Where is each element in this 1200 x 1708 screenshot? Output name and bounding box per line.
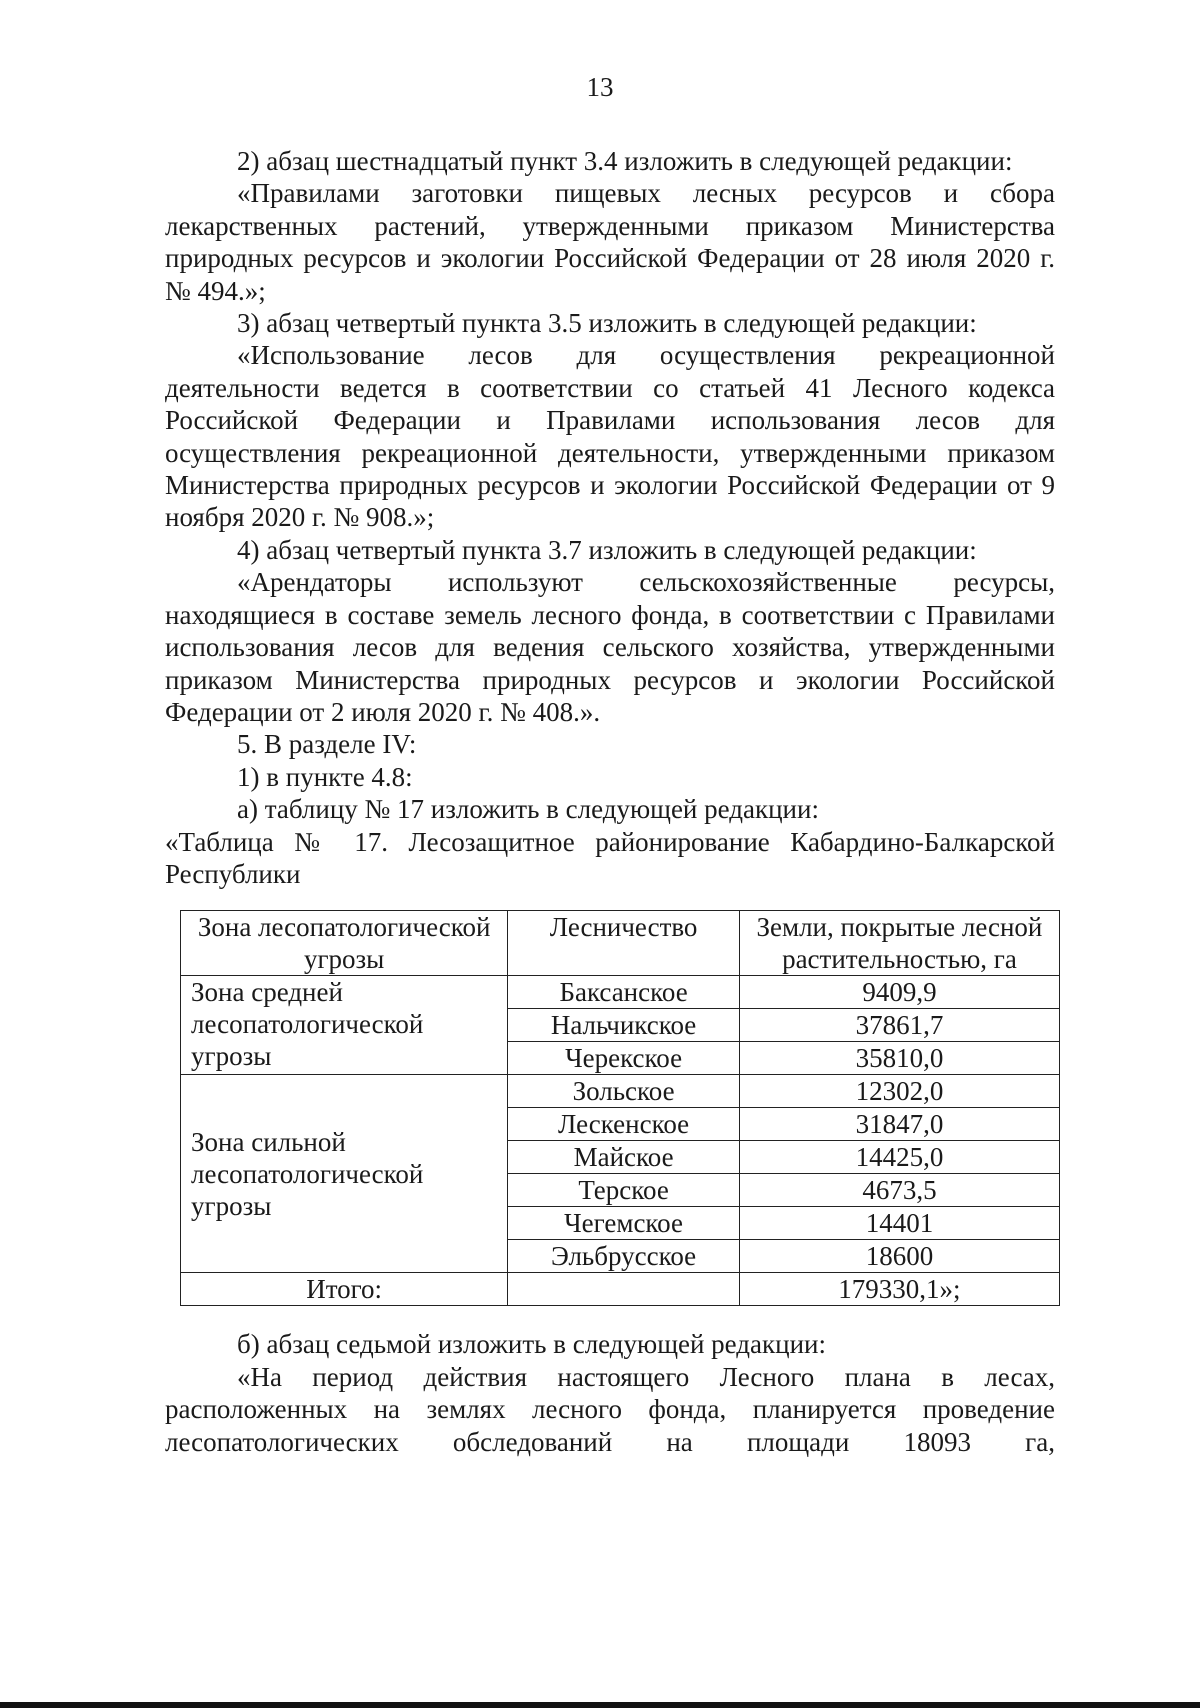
forestry-cell: Нальчикское [508,1009,740,1042]
area-cell: 18600 [739,1240,1059,1273]
body-paragraph: «Таблица № 17. Лесозащитное районирование Кабардино-Балкарской Республики [165,826,1055,889]
area-cell: 12302,0 [739,1075,1059,1108]
body-paragraph: «На период действия настоящего Лесного плана в лесах, расположенных на землях лесного фонда, планируется проведение лесопатологических обследований на площади 18093 га, [165,1361,1055,1457]
forest-zoning-table [180,910,1060,1306]
body-paragraph: «Использование лесов для осуществления рекреационной деятельности ведется в соответствии со статьей 41 Лесного кодекса Российской Федерации и Правилами использования лесов для осуществления рекреационной деятельности, утвержденными приказом Министерства природных ресурсов и экологии Российской Федерации от 9 ноября 2020 г. № 908.»; [165,340,1055,533]
table-total-row [181,1273,1060,1306]
body-paragraph: 1) в пункте 4.8: [237,761,413,792]
area-cell: 37861,7 [739,1009,1059,1042]
table-row [181,1075,1060,1108]
scan-bottom-edge [0,1702,1200,1708]
area-cell: 4673,5 [739,1174,1059,1207]
body-paragraph: а) таблицу № 17 изложить в следующей редакции: [237,794,819,825]
forestry-cell: Баксанское [508,976,740,1009]
zone-name-cell: Зона сильной лесопатологической угрозы [181,1075,508,1273]
body-paragraph: «Арендаторы используют сельскохозяйственные ресурсы, находящиеся в составе земель лесного фонда, в соответствии с Правилами использования лесов для ведения сельского хозяйства, утвержденными приказом Министерства природных ресурсов и экологии Российской Федерации от 2 июля 2020 г. № 408.». [165,567,1055,727]
paragraphs-after [165,1328,1055,1458]
document-body [165,145,1055,1458]
forestry-cell: Майское [508,1141,740,1174]
header-area: Земли, покрытые лесной растительностью, га [739,911,1059,976]
zone-name-cell: Зона средней лесопатологической угрозы [181,976,508,1075]
header-zone: Зона лесопатологической угрозы [181,911,508,976]
paragraphs-before [165,145,1055,890]
total-forestry [508,1273,740,1306]
body-paragraph: «Правилами заготовки пищевых лесных ресурсов и сбора лекарственных растений, утвержденными приказом Министерства природных ресурсов и экологии Российской Федерации от 28 июля 2020 г. № 494.»; [165,178,1055,306]
body-paragraph: 4) абзац четвертый пункта 3.7 изложить в следующей редакции: [237,534,977,565]
header-forestry: Лесничество [508,911,740,976]
area-cell: 31847,0 [739,1108,1059,1141]
forestry-cell: Терское [508,1174,740,1207]
forestry-cell: Зольское [508,1075,740,1108]
forestry-cell: Черекское [508,1042,740,1075]
table-row [181,976,1060,1009]
total-label: Итого: [181,1273,508,1306]
page-number: 13 [586,72,614,102]
area-cell: 14401 [739,1207,1059,1240]
forestry-cell: Чегемское [508,1207,740,1240]
forestry-cell: Эльбрусское [508,1240,740,1273]
table-body [181,976,1060,1273]
body-paragraph: 5. В разделе IV: [237,729,417,760]
area-cell: 14425,0 [739,1141,1059,1174]
body-paragraph: 3) абзац четвертый пункта 3.5 изложить в следующей редакции: [237,308,977,339]
body-paragraph: б) абзац седьмой изложить в следующей редакции: [237,1329,826,1360]
forestry-cell: Лескенское [508,1108,740,1141]
area-cell: 35810,0 [739,1042,1059,1075]
body-paragraph: 2) абзац шестнадцатый пункт 3.4 изложить в следующей редакции: [237,146,1013,176]
area-cell: 9409,9 [739,976,1059,1009]
total-area: 179330,1»; [739,1273,1059,1306]
table-header-row [181,911,1060,976]
